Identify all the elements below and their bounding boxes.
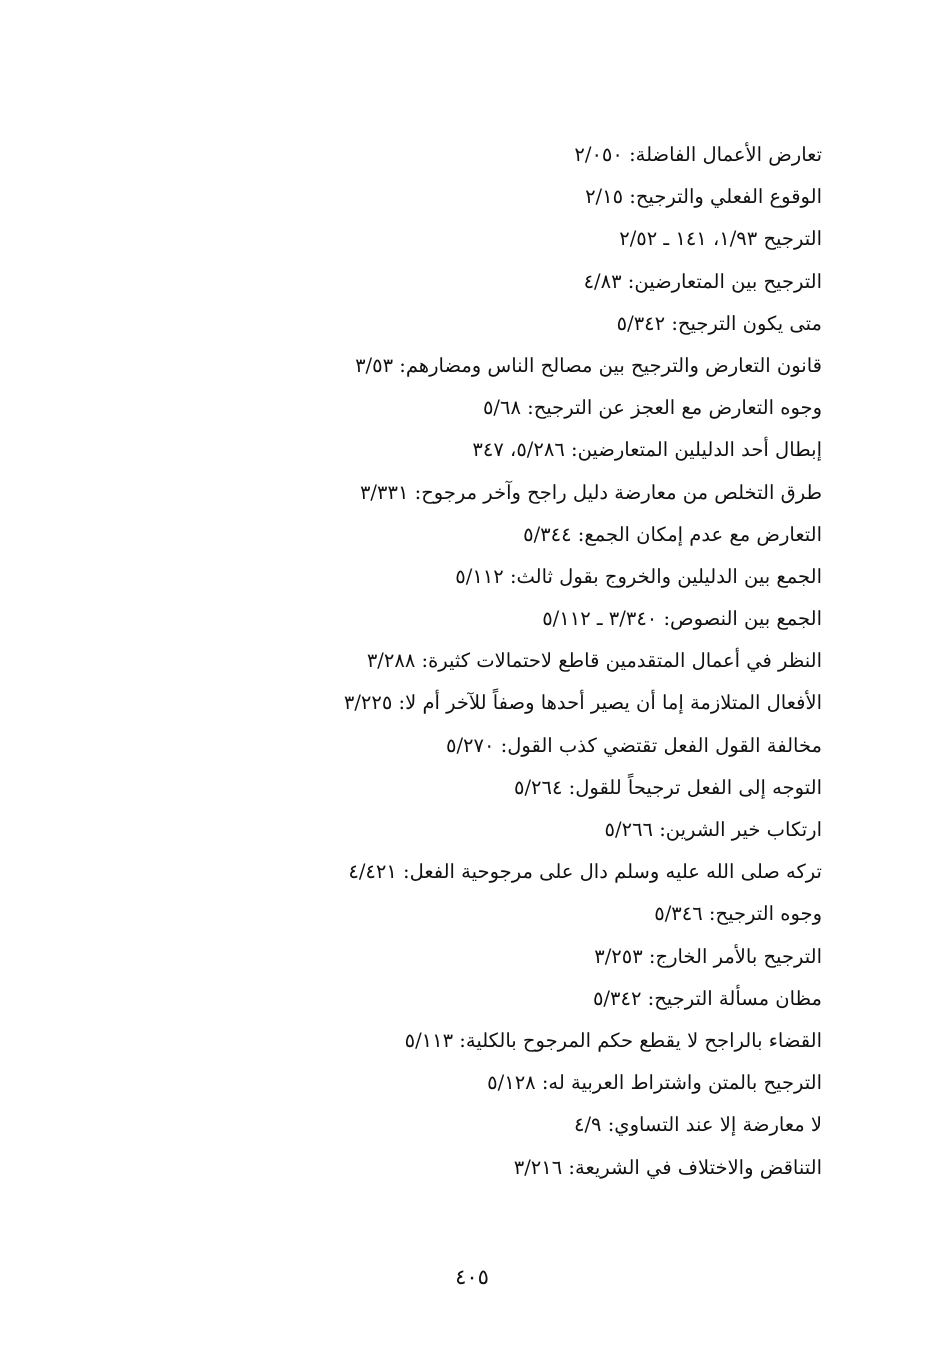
index-entry: مظان مسألة الترجيح: ٥/٣٤٢	[592, 986, 822, 1010]
index-entry: التعارض مع عدم إمكان الجمع: ٥/٣٤٤	[523, 522, 822, 546]
index-entry: الوقوع الفعلي والترجيح: ٢/١٥	[585, 185, 822, 209]
index-entry: التناقض والاختلاف في الشريعة: ٣/٢١٦	[513, 1155, 822, 1179]
page-number: ٤٠٥	[455, 1265, 489, 1289]
index-entry: قانون التعارض والترجيح بين مصالح الناس ومضارهم: ٣/٥٣	[355, 353, 822, 377]
index-entry: التوجه إلى الفعل ترجيحاً للقول: ٥/٢٦٤	[513, 775, 822, 799]
index-entry: ارتكاب خير الشرين: ٥/٢٦٦	[604, 818, 822, 841]
index-entry: مخالفة القول الفعل تقتضي كذب القول: ٥/٢٧٠	[445, 733, 822, 757]
index-entry: إبطال أحد الدليلين المتعارضين: ٥/٢٨٦، ٣٤٧	[472, 438, 822, 462]
index-entry: وجوه الترجيح: ٥/٣٤٦	[654, 902, 822, 926]
index-entry: وجوه التعارض مع العجز عن الترجيح: ٥/٦٨	[482, 396, 822, 420]
index-entry: الترجيح بالأمر الخارج: ٣/٢٥٣	[594, 944, 822, 968]
index-entry: القضاء بالراجح لا يقطع حكم المرجوح بالكلية: ٥/١١٣	[404, 1028, 822, 1052]
index-entry: تركه صلى الله عليه وسلم دال على مرجوحية الفعل: ٤/٤٢١	[348, 860, 822, 884]
index-entry: طرق التخلص من معارضة دليل راجح وآخر مرجوح: ٣/٣٣١	[359, 480, 822, 504]
index-entry-list	[122, 134, 822, 1189]
index-entry: تعارض الأعمال الفاضلة: ٢/٠٥٠	[574, 143, 822, 166]
index-entry: الترجيح بالمتن واشتراط العربية له: ٥/١٢٨	[487, 1071, 822, 1095]
index-entry: الجمع بين النصوص: ٣/٣٤٠ ـ ٥/١١٢	[542, 607, 822, 631]
index-entry: لا معارضة إلا عند التساوي: ٤/٩	[574, 1113, 822, 1137]
index-entry: النظر في أعمال المتقدمين قاطع لاحتمالات كثيرة: ٣/٢٨٨	[366, 649, 822, 673]
index-entry: الجمع بين الدليلين والخروج بقول ثالث: ٥/١١٢	[455, 564, 822, 588]
index-entry: الترجيح بين المتعارضين: ٤/٨٣	[583, 269, 822, 293]
index-entry: الترجيح ١/٩٣، ١٤١ ـ ٢/٥٢	[619, 227, 822, 251]
index-entry: متى يكون الترجيح: ٥/٣٤٢	[616, 311, 822, 335]
index-entry: الأفعال المتلازمة إما أن يصير أحدها وصفاً للآخر أم لا: ٣/٢٢٥	[343, 691, 822, 715]
